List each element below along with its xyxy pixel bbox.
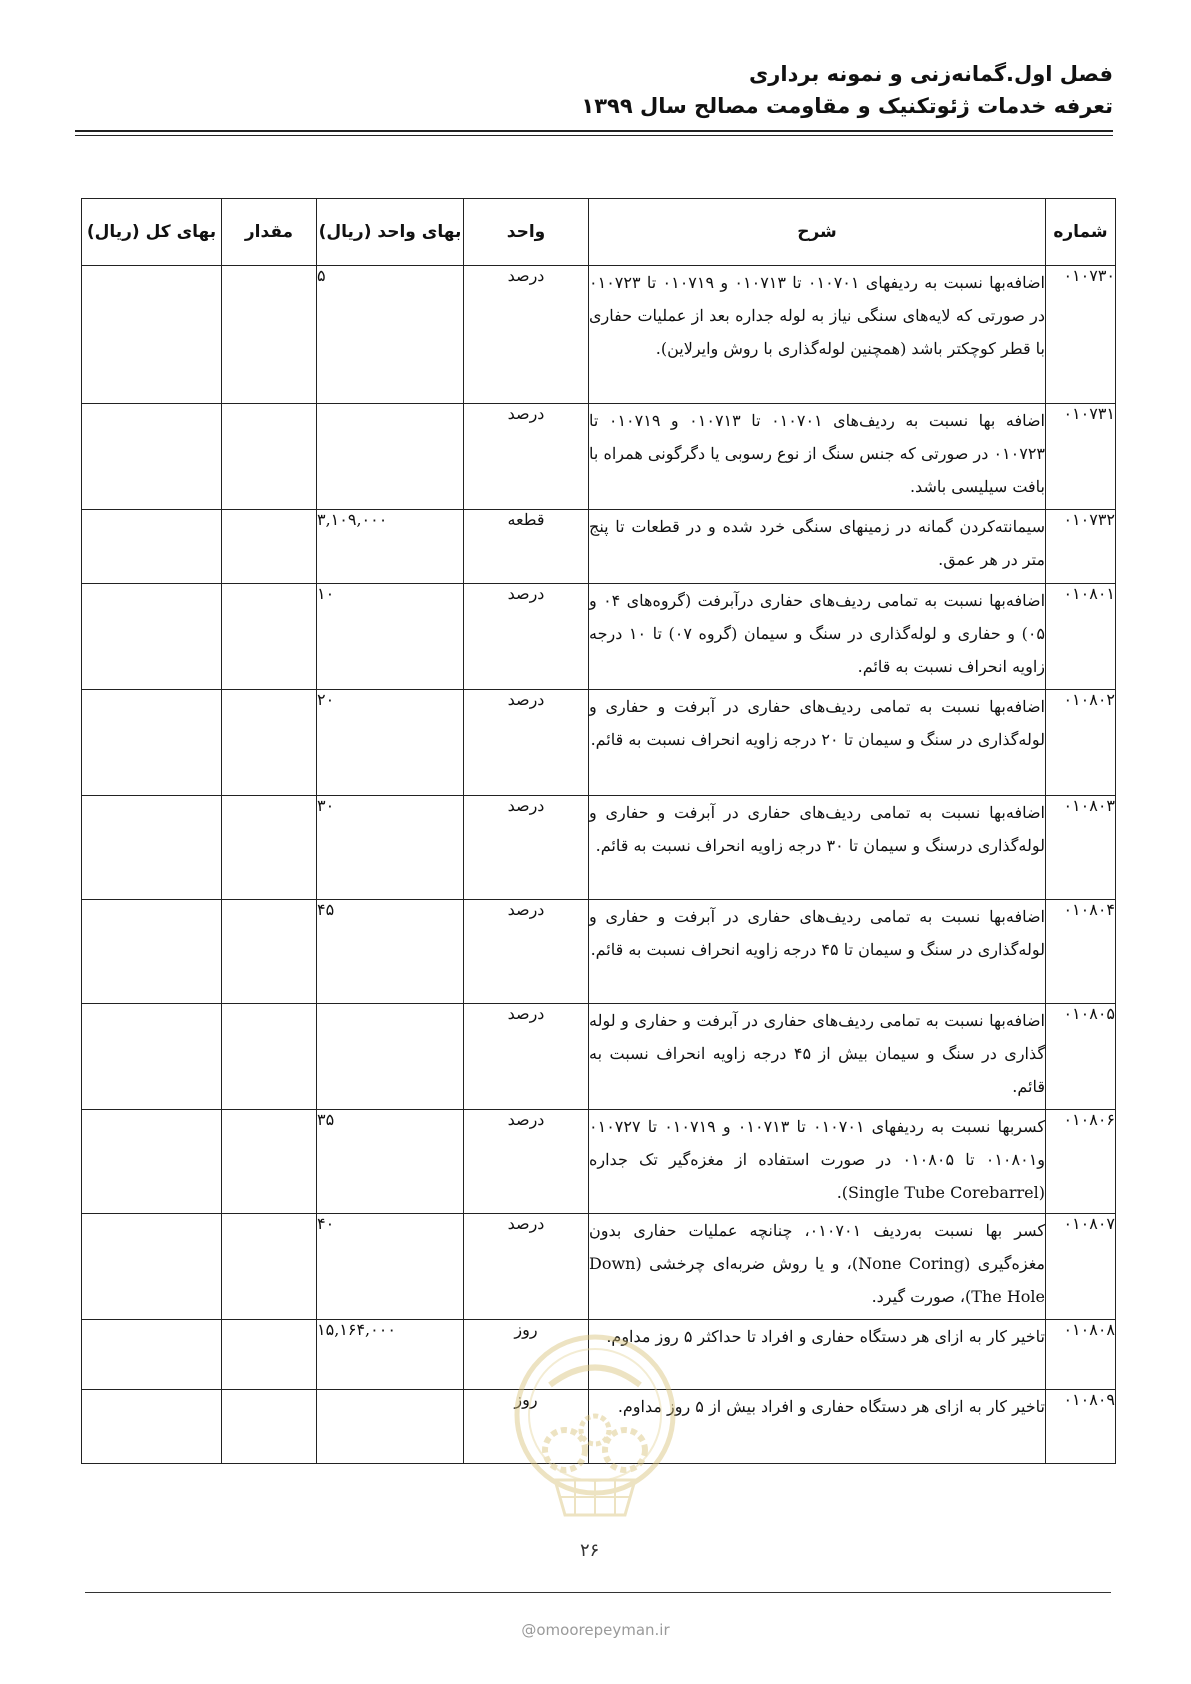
row-code: ۰۱۰۸۰۶ [1046, 1110, 1116, 1214]
row-description: اضافه‌بها نسبت به تمامی ردیف‌های حفاری در آبرفت و حفاری و لوله‌گذاری درسنگ و سیمان تا ۳۰ درجه زاویه انحراف نسبت به قائم. [589, 796, 1046, 900]
row-unit: درصد [464, 796, 589, 900]
row-total [82, 796, 222, 900]
row-total [82, 510, 222, 584]
row-description: اضافه‌بها نسبت به تمامی ردیف‌های حفاری در آبرفت و حفاری و لوله گذاری در سنگ و سیمان بیش از ۴۵ درجه زاویه انحراف نسبت به قائم. [589, 1004, 1046, 1110]
document-title: تعرفه خدمات ژئوتکنیک و مقاومت مصالح سال ۱۳۹۹ [581, 94, 1113, 118]
row-quantity [222, 1214, 317, 1320]
row-unit-price: ۴۵ [317, 900, 464, 1004]
row-unit-price: ۳۰ [317, 796, 464, 900]
page-header [73, 58, 1113, 122]
tariff-table [81, 198, 1116, 1464]
row-quantity [222, 900, 317, 1004]
header-unit-price: بهای واحد (ریال) [317, 199, 464, 266]
row-code: ۰۱۰۷۳۱ [1046, 404, 1116, 510]
chapter-title: فصل اول.گمانه‌زنی و نمونه برداری [749, 62, 1113, 86]
row-code: ۰۱۰۸۰۷ [1046, 1214, 1116, 1320]
row-total [82, 1320, 222, 1390]
row-code: ۰۱۰۸۰۳ [1046, 796, 1116, 900]
row-unit: درصد [464, 584, 589, 690]
table-row [82, 796, 1116, 900]
row-total [82, 1390, 222, 1464]
row-code: ۰۱۰۷۳۰ [1046, 266, 1116, 404]
header-unit: واحد [464, 199, 589, 266]
row-description: اضافه‌بها نسبت به تمامی ردیف‌های حفاری درآبرفت (گروه‌های ۰۴ و ۰۵) و حفاری و لوله‌گذاری در سنگ و سیمان (گروه ۰۷) تا ۱۰ درجه زاویه انحراف نسبت به قائم. [589, 584, 1046, 690]
row-description: اضافه‌بها نسبت به تمامی ردیف‌های حفاری در آبرفت و حفاری و لوله‌گذاری در سنگ و سیمان تا ۲۰ درجه زاویه انحراف نسبت به قائم. [589, 690, 1046, 796]
row-unit-price: ۴۰ [317, 1214, 464, 1320]
row-description: سیمانته‌کردن گمانه در زمینهای سنگی خرد شده و در قطعات تا پنج متر در هر عمق. [589, 510, 1046, 584]
row-unit-price: ۲۰ [317, 690, 464, 796]
row-unit: قطعه [464, 510, 589, 584]
header-quantity: مقدار [222, 199, 317, 266]
page-number: ۲۶ [580, 1540, 600, 1561]
row-description: تاخیر کار به ازای هر دستگاه حفاری و افراد بیش از ۵ روز مداوم. [589, 1390, 1046, 1464]
row-quantity [222, 1110, 317, 1214]
row-total [82, 404, 222, 510]
table-row [82, 266, 1116, 404]
row-unit: درصد [464, 900, 589, 1004]
header-rule-thin [75, 135, 1113, 136]
row-unit-price: ۵ [317, 266, 464, 404]
row-unit: درصد [464, 1214, 589, 1320]
row-quantity [222, 1004, 317, 1110]
table-row [82, 510, 1116, 584]
row-unit-price [317, 1004, 464, 1110]
row-total [82, 1214, 222, 1320]
row-unit-price: ۱۰ [317, 584, 464, 690]
row-code: ۰۱۰۷۳۲ [1046, 510, 1116, 584]
row-code: ۰۱۰۸۰۲ [1046, 690, 1116, 796]
row-unit: درصد [464, 404, 589, 510]
table-row [82, 900, 1116, 1004]
footer-rule [85, 1592, 1111, 1593]
row-total [82, 1004, 222, 1110]
header-code: شماره [1046, 199, 1116, 266]
row-unit-price: ۳,۱۰۹,۰۰۰ [317, 510, 464, 584]
row-quantity [222, 1390, 317, 1464]
row-unit: درصد [464, 690, 589, 796]
row-description: کسربها نسبت به ردیفهای ۰۱۰۷۰۱ تا ۰۱۰۷۱۳ و ۰۱۰۷۱۹ تا ۰۱۰۷۲۷ و۰۱۰۸۰۱ تا ۰۱۰۸۰۵ در صورت استفاده از مغزه‌گیر تک جداره (Single Tube Corebarrel). [589, 1110, 1046, 1214]
row-code: ۰۱۰۸۰۹ [1046, 1390, 1116, 1464]
row-description: اضافه‌بها نسبت به تمامی ردیف‌های حفاری در آبرفت و حفاری و لوله‌گذاری در سنگ و سیمان تا ۴۵ درجه زاویه انحراف نسبت به قائم. [589, 900, 1046, 1004]
row-unit-price: ۳۵ [317, 1110, 464, 1214]
row-total [82, 690, 222, 796]
row-total [82, 900, 222, 1004]
row-description: اضافه بها نسبت به ردیف‌های ۰۱۰۷۰۱ تا ۰۱۰۷۱۳ و ۰۱۰۷۱۹ تا ۰۱۰۷۲۳ در صورتی که جنس سنگ از نوع رسوبی یا دگرگونی همراه با بافت سیلیسی باشد. [589, 404, 1046, 510]
table-row [82, 1110, 1116, 1214]
row-quantity [222, 796, 317, 900]
row-total [82, 1110, 222, 1214]
table-row [82, 1004, 1116, 1110]
header-rule [75, 130, 1113, 132]
table-row [82, 690, 1116, 796]
table-row [82, 584, 1116, 690]
row-unit: روز [464, 1320, 589, 1390]
row-total [82, 266, 222, 404]
row-unit: درصد [464, 266, 589, 404]
row-unit-price [317, 404, 464, 510]
gear-seal-logo-icon [510, 1330, 680, 1530]
row-code: ۰۱۰۸۰۱ [1046, 584, 1116, 690]
row-description: کسر بها نسبت به‌ردیف ۰۱۰۷۰۱، چنانچه عملیات حفاری بدون مغزه‌گیری (None Coring)، و یا روش ضربه‌ای چرخشی (Down The Hole)، صورت گیرد. [589, 1214, 1046, 1320]
row-quantity [222, 690, 317, 796]
row-unit: درصد [464, 1110, 589, 1214]
row-code: ۰۱۰۸۰۸ [1046, 1320, 1116, 1390]
row-quantity [222, 1320, 317, 1390]
row-unit-price [317, 1390, 464, 1464]
table-header-row [82, 199, 1116, 266]
row-code: ۰۱۰۸۰۴ [1046, 900, 1116, 1004]
row-quantity [222, 404, 317, 510]
table-row [82, 404, 1116, 510]
header-description: شرح [589, 199, 1046, 266]
row-unit-price: ۱۵,۱۶۴,۰۰۰ [317, 1320, 464, 1390]
row-unit: روز [464, 1390, 589, 1464]
row-quantity [222, 266, 317, 404]
row-code: ۰۱۰۸۰۵ [1046, 1004, 1116, 1110]
row-description: تاخیر کار به ازای هر دستگاه حفاری و افراد تا حداکثر ۵ روز مداوم. [589, 1320, 1046, 1390]
row-quantity [222, 584, 317, 690]
row-unit: درصد [464, 1004, 589, 1110]
row-quantity [222, 510, 317, 584]
row-description: اضافه‌بها نسبت به ردیفهای ۰۱۰۷۰۱ تا ۰۱۰۷۱۳ و ۰۱۰۷۱۹ تا ۰۱۰۷۲۳ در صورتی که لایه‌های سنگی نیاز به لوله جداره بعد از عملیات حفاری با قطر کوچکتر باشد (همچنین لوله‌گذاری با روش وایرلاین). [589, 266, 1046, 404]
row-total [82, 584, 222, 690]
header-total-price: بهای کل (ریال) [82, 199, 222, 266]
website-link[interactable]: @omoorepeyman.ir [521, 1621, 670, 1639]
table-row [82, 1214, 1116, 1320]
